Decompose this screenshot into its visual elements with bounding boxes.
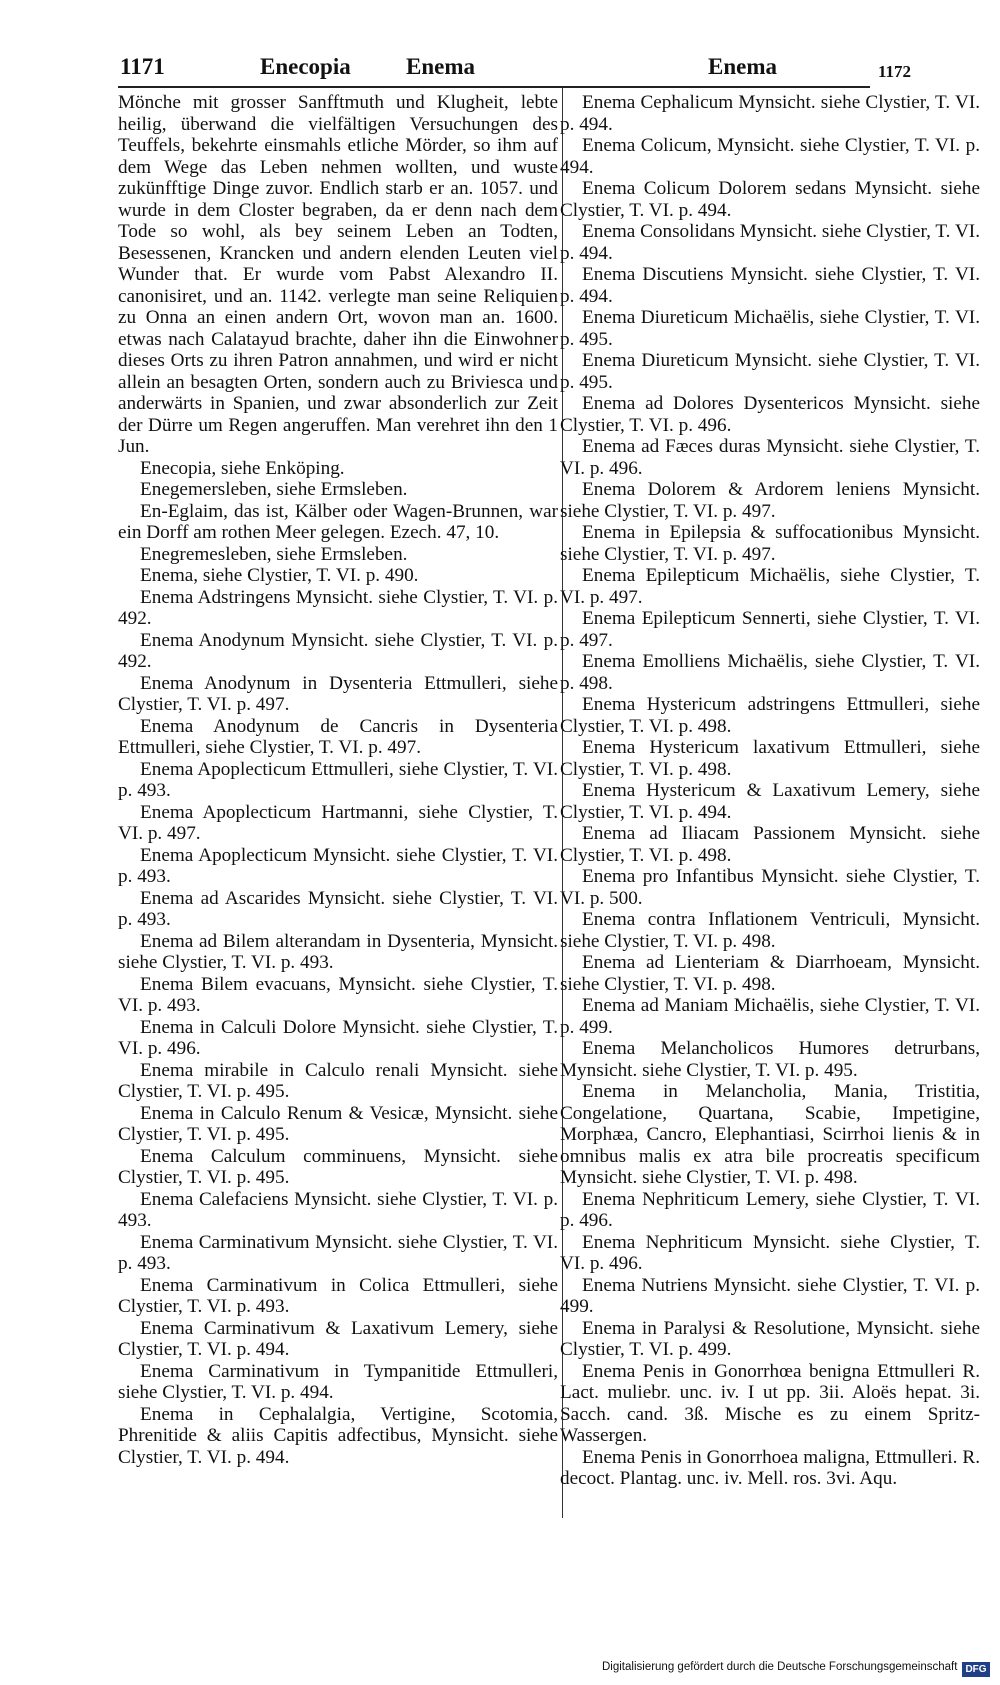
dictionary-entry: Enema Colicum, Mynsicht. siehe Clystier, T. VI. p. 494. xyxy=(560,135,980,178)
dfg-logo: DFG xyxy=(962,1662,990,1677)
header-rule xyxy=(118,86,870,88)
footer xyxy=(602,1660,992,1680)
dictionary-entry: Enema mirabile in Calculo renali Mynsicht. siehe Clystier, T. VI. p. 495. xyxy=(118,1059,558,1102)
dictionary-entry: Enema Melancholicos Humores detrurbans, Mynsicht. siehe Clystier, T. VI. p. 495. xyxy=(560,1038,980,1081)
dictionary-entry: Enema ad Fæces duras Mynsicht. siehe Clystier, T. VI. p. 496. xyxy=(560,436,980,479)
dictionary-entry: Enema Nephriticum Lemery, siehe Clystier, T. VI. p. 496. xyxy=(560,1188,980,1231)
left-column xyxy=(118,92,558,1592)
dictionary-entry: Enema ad Bilem alterandam in Dysenteria, Mynsicht. siehe Clystier, T. VI. p. 493. xyxy=(118,930,558,973)
dictionary-entry: Enema Dolorem & Ardorem leniens Mynsicht. siehe Clystier, T. VI. p. 497. xyxy=(560,479,980,522)
dictionary-entry: Enema Apoplecticum Mynsicht. siehe Clystier, T. VI. p. 493. xyxy=(118,844,558,887)
dictionary-entry: Enema Diureticum Michaëlis, siehe Clystier, T. VI. p. 495. xyxy=(560,307,980,350)
dictionary-entry: Enema Hystericum & Laxativum Lemery, siehe Clystier, T. VI. p. 494. xyxy=(560,780,980,823)
dictionary-entry: Enema Calefaciens Mynsicht. siehe Clystier, T. VI. p. 493. xyxy=(118,1188,558,1231)
dictionary-entry: Enema Hystericum laxativum Ettmulleri, siehe Clystier, T. VI. p. 498. xyxy=(560,737,980,780)
dictionary-entry: Enema Penis in Gonorrhoea maligna, Ettmulleri. R. decoct. Plantag. unc. iv. Mell. ros. 3vi. Aqu. xyxy=(560,1446,980,1489)
dictionary-entry: Enema Nephriticum Mynsicht. siehe Clystier, T. VI. p. 496. xyxy=(560,1231,980,1274)
dictionary-entry: Enema Anodynum in Dysenteria Ettmulleri, siehe Clystier, T. VI. p. 497. xyxy=(118,672,558,715)
dictionary-entry: Enema ad Lienteriam & Diarrhoeam, Mynsicht. siehe Clystier, T. VI. p. 498. xyxy=(560,952,980,995)
right-column xyxy=(560,92,980,1592)
dictionary-entry: Enema contra Inflationem Ventriculi, Mynsicht. siehe Clystier, T. VI. p. 498. xyxy=(560,909,980,952)
running-header xyxy=(120,48,980,88)
dictionary-entry: Enema in Cephalalgia, Vertigine, Scotomia, Phrenitide & aliis Capitis adfectibus, Mynsicht. siehe Clystier, T. VI. p. 494. xyxy=(118,1403,558,1468)
dictionary-entry: Enema Emolliens Michaëlis, siehe Clystier, T. VI. p. 498. xyxy=(560,651,980,694)
dictionary-entry: Enema in Melancholia, Mania, Tristitia, Congelatione, Quartana, Scabie, Impetigine, Morphæa, Cancro, Elephantiasi, Scirrhoi lienis & in omnibus malis ex atra bile procreatis specificum Mynsicht. siehe Clystier, T. VI. p. 498. xyxy=(560,1081,980,1188)
dictionary-entry: Enema Adstringens Mynsicht. siehe Clystier, T. VI. p. 492. xyxy=(118,586,558,629)
dictionary-entry: Enema ad Iliacam Passionem Mynsicht. siehe Clystier, T. VI. p. 498. xyxy=(560,823,980,866)
dictionary-entry: Enema Carminativum in Colica Ettmulleri, siehe Clystier, T. VI. p. 493. xyxy=(118,1274,558,1317)
dictionary-entry: Enema Anodynum Mynsicht. siehe Clystier, T. VI. p. 492. xyxy=(118,629,558,672)
left-headword-1: Enecopia xyxy=(260,54,351,79)
dictionary-entry: Enema Nutriens Mynsicht. siehe Clystier, T. VI. p. 499. xyxy=(560,1274,980,1317)
dictionary-entry: Enema Epilepticum Sennerti, siehe Clystier, T. VI. p. 497. xyxy=(560,608,980,651)
dictionary-entry: Enema Hystericum adstringens Ettmulleri, siehe Clystier, T. VI. p. 498. xyxy=(560,694,980,737)
dictionary-entry: Enema Anodynum de Cancris in Dysenteria Ettmulleri, siehe Clystier, T. VI. p. 497. xyxy=(118,715,558,758)
left-page-number: 1171 xyxy=(120,54,165,79)
dictionary-entry: Enegemersleben, siehe Ermsleben. xyxy=(140,479,408,500)
dictionary-entry: Enema in Paralysi & Resolutione, Mynsicht. siehe Clystier, T. VI. p. 499. xyxy=(560,1317,980,1360)
dictionary-entry: Enema ad Maniam Michaëlis, siehe Clystier, T. VI. p. 499. xyxy=(560,995,980,1038)
dictionary-entry: Enema Discutiens Mynsicht. siehe Clystier, T. VI. p. 494. xyxy=(560,264,980,307)
dictionary-entry: Enema Epilepticum Michaëlis, siehe Clystier, T. VI. p. 497. xyxy=(560,565,980,608)
right-headword: Enema xyxy=(708,54,777,79)
dictionary-entry: Enema ad Ascarides Mynsicht. siehe Clystier, T. VI. p. 493. xyxy=(118,887,558,930)
dictionary-entry: Enema, siehe Clystier, T. VI. p. 490. xyxy=(140,565,419,586)
right-page-number: 1172 xyxy=(878,62,912,81)
dictionary-entry: Enegremesleben, siehe Ermsleben. xyxy=(140,543,408,565)
dictionary-entry: Enema Carminativum in Tympanitide Ettmulleri, siehe Clystier, T. VI. p. 494. xyxy=(118,1360,558,1403)
dictionary-entry: Enema Cephalicum Mynsicht. siehe Clystier, T. VI. p. 494. xyxy=(560,92,980,135)
dictionary-entry: Enema Apoplecticum Ettmulleri, siehe Clystier, T. VI. p. 493. xyxy=(118,758,558,801)
dictionary-entry: Enema Apoplecticum Hartmanni, siehe Clystier, T. VI. p. 497. xyxy=(118,801,558,844)
dictionary-entry: Enema Colicum Dolorem sedans Mynsicht. siehe Clystier, T. VI. p. 494. xyxy=(560,178,980,221)
dictionary-entry: Enema in Epilepsia & suffocationibus Mynsicht. siehe Clystier, T. VI. p. 497. xyxy=(560,522,980,565)
dictionary-entry: Enema ad Dolores Dysentericos Mynsicht. siehe Clystier, T. VI. p. 496. xyxy=(560,393,980,436)
dictionary-entry: Enema in Calculi Dolore Mynsicht. siehe Clystier, T. VI. p. 496. xyxy=(118,1016,558,1059)
dictionary-entry: Enema Penis in Gonorrhœa benigna Ettmulleri R. Lact. muliebr. unc. iv. I ut pp. 3ii. Aloës hepat. 3i. Sacch. cand. 3ß. Mische es zu einem Spritz-Wassergen. xyxy=(560,1360,980,1446)
dictionary-entry: Enema Calculum comminuens, Mynsicht. siehe Clystier, T. VI. p. 495. xyxy=(118,1145,558,1188)
dictionary-entry: En-Eglaim, das ist, Kälber oder Wagen-Brunnen, war ein Dorff am rothen Meer gelegen. Ezech. 47, 10. xyxy=(118,500,558,543)
dictionary-entry: Enema in Calculo Renum & Vesicæ, Mynsicht. siehe Clystier, T. VI. p. 495. xyxy=(118,1102,558,1145)
left-headword-2: Enema xyxy=(406,54,475,79)
dictionary-entry: Enecopia, siehe Enköping. xyxy=(140,457,345,479)
dictionary-entry: Mönche mit grosser Sanfftmuth und Klugheit, lebte heilig, überwand die vielfältigen Versuchungen des Teuffels, bekehrte einsmahls etliche Mörder, so ihm auf dem Wege das Leben nehmen wollten, und wuste zukünfftige Dinge zuvor. Endlich starb er an. 1057. und wurde in dem Closter begraben, da er denn nach dem Tode so wohl, als bey seinem Leben an Todten, Besessenen, Krancken und andern elenden Leuten viel Wunder that. Er wurde vom Pabst Alexandro II. canonisiret, und an. 1142. verlegte man seine Reliquien zu Onna an einen andern Ort, wovon man an. 1600. etwas nach Calatayud brachte, daher ihn die Einwohner dieses Orts zu ihren Patron annahmen, und wird er nicht allein an besagten Orten, sondern auch zu Briviesca und anderwärts in Spanien, und zwar absonderlich zur Zeit der Dürre um Regen angeruffen. Man verehret ihn den 1 Jun. xyxy=(118,92,558,457)
dictionary-entry: Enema Carminativum Mynsicht. siehe Clystier, T. VI. p. 493. xyxy=(118,1231,558,1274)
digitization-credit: Digitalisierung gefördert durch die Deutsche Forschungsgemeinschaft xyxy=(602,1661,958,1673)
dictionary-entry: Enema pro Infantibus Mynsicht. siehe Clystier, T. VI. p. 500. xyxy=(560,866,980,909)
dictionary-entry: Enema Carminativum & Laxativum Lemery, siehe Clystier, T. VI. p. 494. xyxy=(118,1317,558,1360)
dictionary-entry: Enema Diureticum Mynsicht. siehe Clystier, T. VI. p. 495. xyxy=(560,350,980,393)
dictionary-entry: Enema Consolidans Mynsicht. siehe Clystier, T. VI. p. 494. xyxy=(560,221,980,264)
dictionary-entry: Enema Bilem evacuans, Mynsicht. siehe Clystier, T. VI. p. 493. xyxy=(118,973,558,1016)
